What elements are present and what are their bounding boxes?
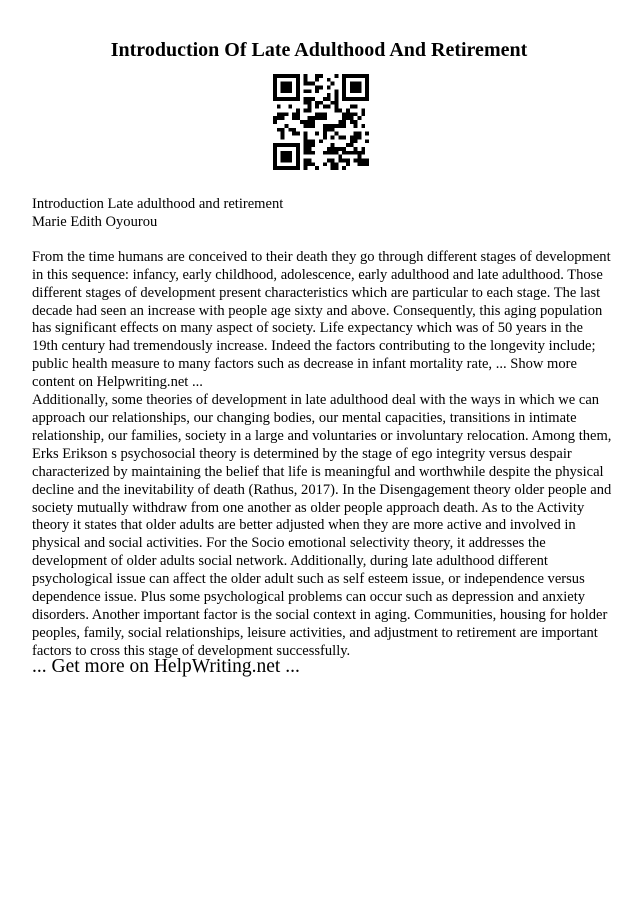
get-more-link[interactable]: ... Get more on HelpWriting.net ...: [32, 656, 300, 677]
document-title: Introduction Of Late Adulthood And Retirement: [110, 39, 528, 61]
author-name: Marie Edith Oyourou: [32, 213, 158, 230]
paragraph-1: From the time humans are conceived to their death they go through different stages of development in this sequence: infancy, early childhood, adolescence, early adulthood and late adulthood. Those different stages of development present characteristics which are particular to each stage. The last decade had seen an increase with people age sixty and above. Consequently, this aging population has significant effects on many aspect of society. Life expectancy which was of 50 years in the 19th century had tremendously increase. Indeed the factors contributing to the longevity include; public health measure to many factors such as decrease in infant mortality rate, ... Show more content on Helpwriting.net ...: [32, 248, 611, 391]
heading-line: Introduction Late adulthood and retirement: [32, 196, 284, 212]
paragraph-2: Additionally, some theories of development in late adulthood deal with the ways in which we can approach our relationships, our changing bodies, our mental capacities, transitions in intimate relationship, our families, society in a large and voluntaries or involuntary relocation. Among them, Erks Erikson s psychosocial theory is determined by the stage of ego integrity versus despair characterized by maintaining the belief that life is meaningful and worthwhile despite the physical decline and the inevitability of death (Rathus, 2017). In the Disengagement theory older people and society mutually withdraw from one another as older people approach death. As to the Activity theory it states that older adults are better adjusted when they are more active and involved in physical and social activities. For the Socio emotional selectivity theory, it addresses the development of older adults social network. Additionally, during late adulthood different psychological issue can affect the older adult such as self esteem issue, or independence versus dependence issue. Plus some psychological problems can occur such as depression and anxiety disorders. Another important factor is the social context in aging. Communities, housing for holder peoples, family, social relationships, leisure activities, and adjustment to retirement are important factors to cross this stage of development successfully.: [32, 392, 612, 659]
document-body: [32, 196, 612, 661]
qr-code-icon: [273, 74, 369, 170]
